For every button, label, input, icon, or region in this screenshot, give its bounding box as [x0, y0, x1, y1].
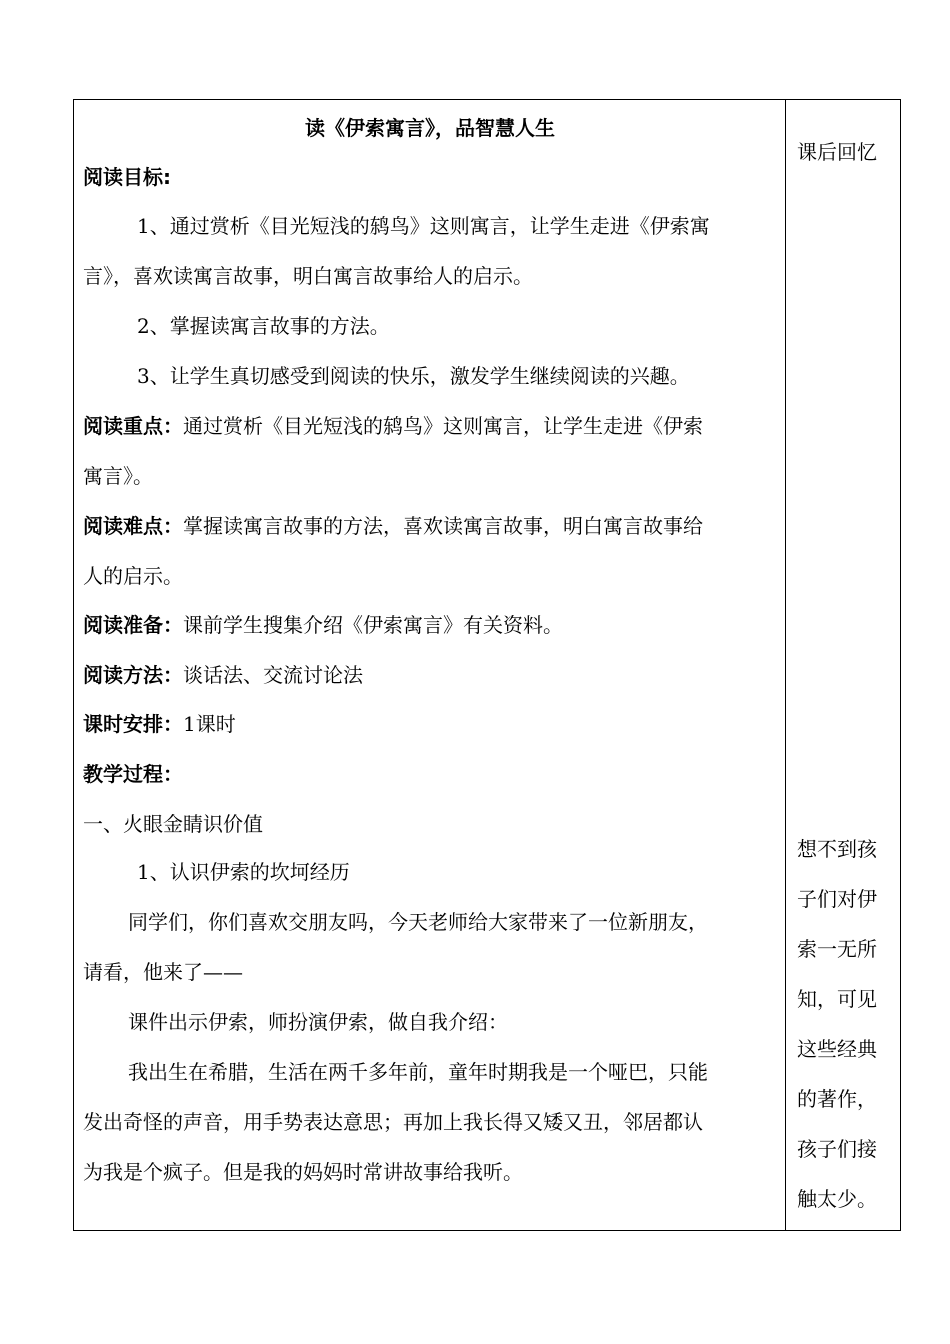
prep-label: 阅读准备：: [83, 613, 183, 637]
paragraph-1-line-1: 同学们，你们喜欢交朋友吗，今天老师给大家带来了一位新朋友，: [128, 910, 708, 934]
schedule-text: 1课时: [183, 712, 236, 736]
paragraph-2: 课件出示伊索，师扮演伊索，做自我介绍：: [128, 1010, 508, 1034]
paragraph-3-line-3: 为我是个疯子。但是我的妈妈时常讲故事给我听。: [83, 1160, 523, 1184]
lesson-table: [73, 99, 901, 1231]
goals-label: 阅读目标:: [83, 165, 171, 189]
goal-2: 2、掌握读寓言故事的方法。: [137, 314, 390, 338]
goal-1-line-1: 1、通过赏析《目光短浅的鸫鸟》这则寓言，让学生走进《伊索寓: [137, 214, 710, 238]
schedule: [83, 711, 236, 737]
side-note-line: 子们对伊: [797, 887, 877, 911]
paragraph-3-line-1: 我出生在希腊，生活在两千多年前，童年时期我是一个哑巴，只能: [128, 1060, 708, 1084]
side-note-line: 这些经典: [797, 1037, 877, 1061]
side-note-line: 的著作，: [797, 1087, 877, 1111]
key-text-line-2: 寓言》。: [83, 464, 153, 488]
paragraph-1-line-2: 请看，他来了——: [83, 960, 243, 984]
difficulty-text-line-2: 人的启示。: [83, 564, 183, 588]
side-note-line: 知，可见: [797, 987, 877, 1011]
key-label: 阅读重点：: [83, 414, 183, 438]
column-divider: [785, 100, 786, 1230]
goal-1-line-2: 言》，喜欢读寓言故事，明白寓言故事给人的启示。: [83, 264, 533, 288]
preparation: [83, 612, 563, 638]
difficulty-text-line-1: 掌握读寓言故事的方法，喜欢读寓言故事，明白寓言故事给: [183, 514, 703, 538]
page-title: 读《伊索寓言》，品智慧人生: [305, 116, 555, 140]
side-heading: 课后回忆: [797, 140, 877, 164]
subsection-1-heading: 1、认识伊索的坎坷经历: [137, 860, 350, 884]
method-text: 谈话法、交流讨论法: [183, 663, 363, 687]
key-text-line-1: 通过赏析《目光短浅的鸫鸟》这则寓言，让学生走进《伊索: [183, 414, 703, 438]
process-label: 教学过程：: [83, 762, 183, 786]
prep-text: 课前学生搜集介绍《伊索寓言》有关资料。: [183, 613, 563, 637]
side-note-line: 想不到孩: [797, 837, 877, 861]
side-note-line: 孩子们接: [797, 1137, 877, 1161]
side-note-line: 触太少。: [797, 1187, 877, 1211]
section-1-heading: 一、火眼金睛识价值: [83, 812, 263, 836]
side-note-line: 索一无所: [797, 937, 877, 961]
difficulty-point: [83, 513, 703, 539]
goal-3: 3、让学生真切感受到阅读的快乐，激发学生继续阅读的兴趣。: [137, 364, 690, 388]
method-label: 阅读方法：: [83, 663, 183, 687]
paragraph-3-line-2: 发出奇怪的声音，用手势表达意思；再加上我长得又矮又丑，邻居都认: [83, 1110, 703, 1134]
key-point: [83, 413, 703, 439]
difficulty-label: 阅读难点：: [83, 514, 183, 538]
schedule-label: 课时安排：: [83, 712, 183, 736]
method: [83, 662, 363, 688]
